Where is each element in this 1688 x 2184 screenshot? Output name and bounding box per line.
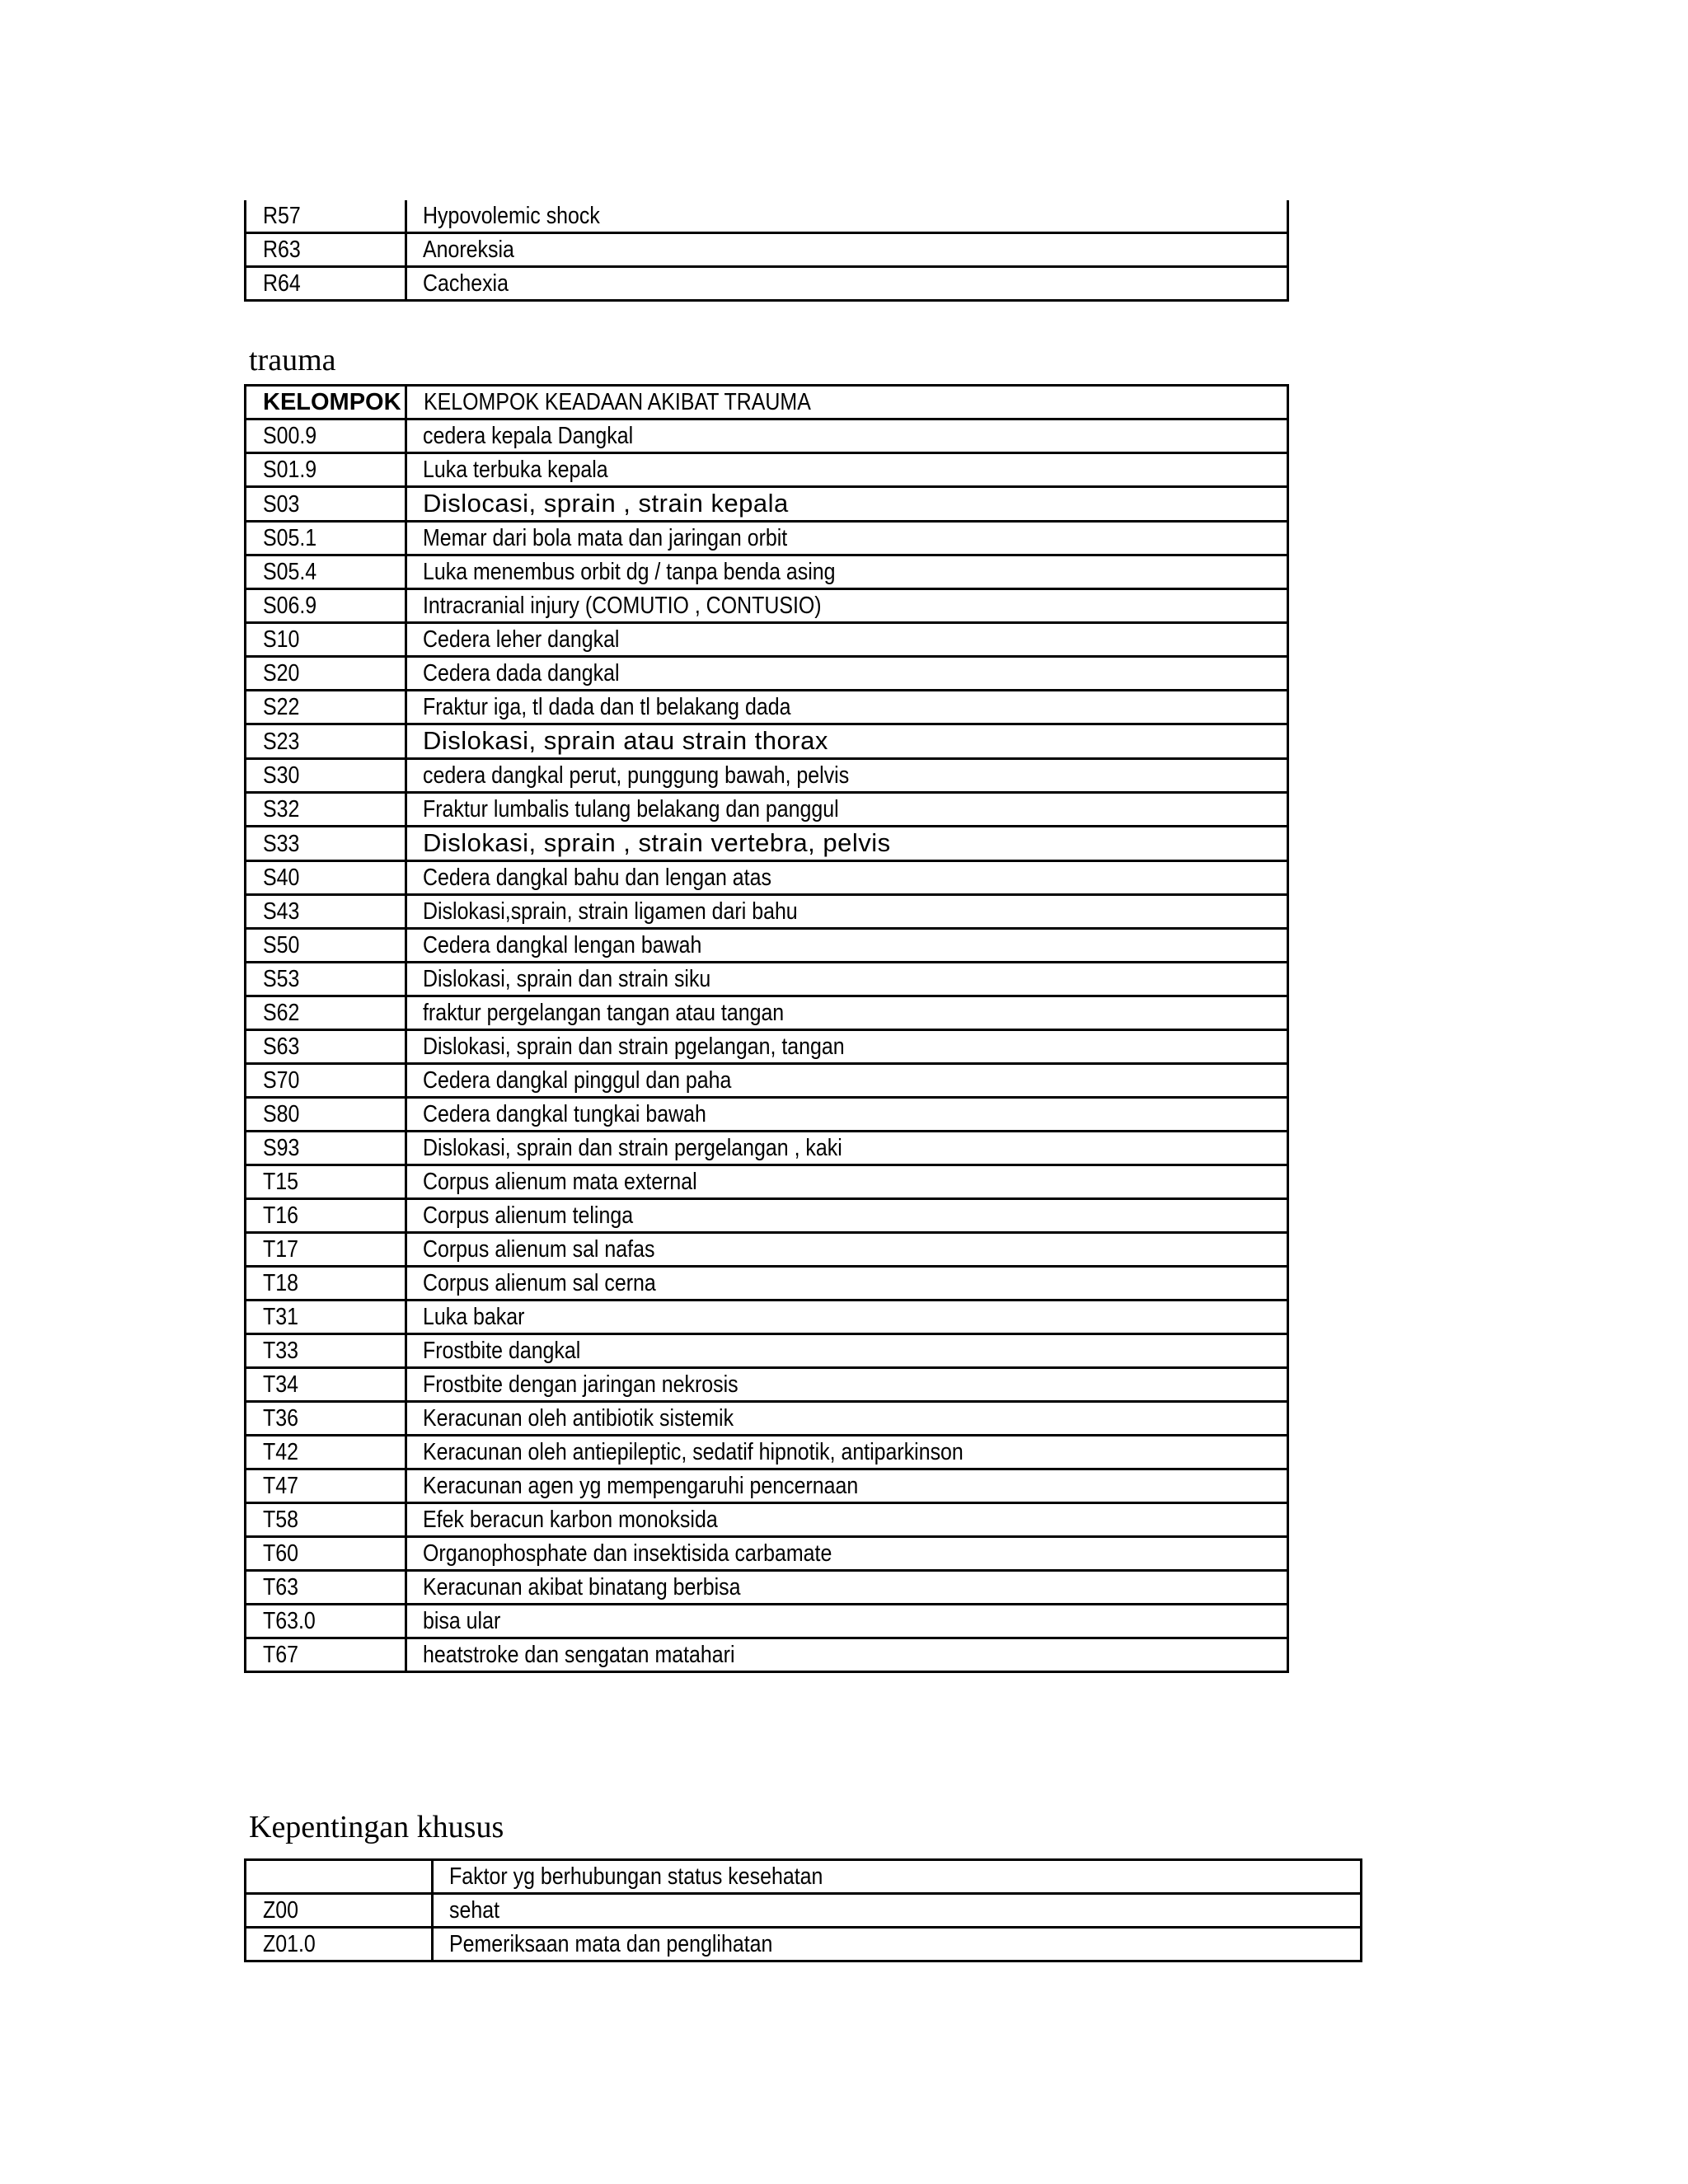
table-row — [246, 1368, 1288, 1402]
table-row — [246, 759, 1288, 793]
description-cell: Dislocasi, sprain , strain kepala — [406, 487, 1288, 522]
table-row — [246, 522, 1288, 555]
code-cell: Z01.0 — [246, 1928, 433, 1961]
code-cell: R63 — [246, 233, 406, 267]
table-row — [246, 1436, 1288, 1469]
code-cell: T63.0 — [246, 1605, 406, 1638]
table-row — [246, 929, 1288, 963]
description-cell: Efek beracun karbon monoksida — [406, 1503, 1288, 1537]
description-cell: Hypovolemic shock — [406, 200, 1288, 233]
code-cell: S63 — [246, 1030, 406, 1064]
code-cell: Z00 — [246, 1894, 433, 1928]
description-cell: Cedera dada dangkal — [406, 657, 1288, 691]
description-cell: cedera kepala Dangkal — [406, 419, 1288, 453]
code-cell: T36 — [246, 1402, 406, 1436]
description-cell: Memar dari bola mata dan jaringan orbit — [406, 522, 1288, 555]
table-row — [246, 691, 1288, 724]
table-row — [246, 1064, 1288, 1098]
code-cell: R64 — [246, 267, 406, 301]
table-row — [246, 963, 1288, 996]
table-row — [246, 996, 1288, 1030]
table-khusus — [244, 1858, 1362, 1962]
description-cell: Dislokasi,sprain, strain ligamen dari bahu — [406, 895, 1288, 929]
table-row — [246, 1571, 1288, 1605]
description-cell: Frostbite dengan jaringan nekrosis — [406, 1368, 1288, 1402]
table-row — [246, 827, 1288, 861]
description-cell: Cedera leher dangkal — [406, 623, 1288, 657]
code-cell: S93 — [246, 1132, 406, 1165]
code-cell: T31 — [246, 1301, 406, 1334]
table-row — [246, 623, 1288, 657]
code-cell: S22 — [246, 691, 406, 724]
table-row — [246, 1165, 1288, 1199]
code-cell: S05.1 — [246, 522, 406, 555]
code-cell: S43 — [246, 895, 406, 929]
description-cell: Keracunan akibat binatang berbisa — [406, 1571, 1288, 1605]
code-cell: S05.4 — [246, 555, 406, 589]
code-cell: S30 — [246, 759, 406, 793]
table-row — [246, 657, 1288, 691]
code-cell: T15 — [246, 1165, 406, 1199]
description-cell: Frostbite dangkal — [406, 1334, 1288, 1368]
description-cell: Intracranial injury (COMUTIO , CONTUSIO) — [406, 589, 1288, 623]
description-cell: Cachexia — [406, 267, 1288, 301]
table-row — [246, 1928, 1362, 1961]
code-cell: T16 — [246, 1199, 406, 1233]
code-cell: S20 — [246, 657, 406, 691]
description-cell: Cedera dangkal pinggul dan paha — [406, 1064, 1288, 1098]
header-code: KELOMPOK — [246, 386, 406, 419]
code-cell: T67 — [246, 1638, 406, 1672]
table-row — [246, 1402, 1288, 1436]
table-row — [246, 1199, 1288, 1233]
table-row — [246, 453, 1288, 487]
code-cell: T17 — [246, 1233, 406, 1267]
description-cell: Luka bakar — [406, 1301, 1288, 1334]
code-cell: S23 — [246, 724, 406, 759]
description-cell: Pemeriksaan mata dan penglihatan — [433, 1928, 1362, 1961]
description-cell: Corpus alienum sal cerna — [406, 1267, 1288, 1301]
description-cell: sehat — [433, 1894, 1362, 1928]
description-cell: Dislokasi, sprain atau strain thorax — [406, 724, 1288, 759]
description-cell: Fraktur iga, tl dada dan tl belakang dada — [406, 691, 1288, 724]
table-row — [246, 233, 1288, 267]
table-row — [246, 1894, 1362, 1928]
table-row — [246, 861, 1288, 895]
code-cell: T60 — [246, 1537, 406, 1571]
table-row — [246, 267, 1288, 301]
table-row — [246, 1132, 1288, 1165]
description-cell: Dislokasi, sprain dan strain pgelangan, tangan — [406, 1030, 1288, 1064]
table-row — [246, 1469, 1288, 1503]
table-row — [246, 487, 1288, 522]
table-row — [246, 1098, 1288, 1132]
table-row — [246, 1605, 1288, 1638]
code-cell: T34 — [246, 1368, 406, 1402]
description-cell: fraktur pergelangan tangan atau tangan — [406, 996, 1288, 1030]
description-cell: heatstroke dan sengatan matahari — [406, 1638, 1288, 1672]
table-header-row — [246, 386, 1288, 419]
description-cell: Faktor yg berhubungan status kesehatan — [433, 1860, 1362, 1894]
description-cell: Corpus alienum sal nafas — [406, 1233, 1288, 1267]
description-cell: Dislokasi, sprain , strain vertebra, pelvis — [406, 827, 1288, 861]
code-cell: T58 — [246, 1503, 406, 1537]
table-row — [246, 1638, 1288, 1672]
description-cell: bisa ular — [406, 1605, 1288, 1638]
table-row — [246, 895, 1288, 929]
description-cell: Cedera dangkal tungkai bawah — [406, 1098, 1288, 1132]
code-cell: S50 — [246, 929, 406, 963]
code-cell: R57 — [246, 200, 406, 233]
code-cell: S80 — [246, 1098, 406, 1132]
description-cell: Luka menembus orbit dg / tanpa benda asing — [406, 555, 1288, 589]
code-cell: S70 — [246, 1064, 406, 1098]
description-cell: Fraktur lumbalis tulang belakang dan panggul — [406, 793, 1288, 827]
code-cell: S53 — [246, 963, 406, 996]
code-cell: T33 — [246, 1334, 406, 1368]
table-row — [246, 724, 1288, 759]
code-cell: S33 — [246, 827, 406, 861]
table-top-codes — [244, 200, 1289, 302]
table-row — [246, 555, 1288, 589]
description-cell: Dislokasi, sprain dan strain siku — [406, 963, 1288, 996]
table-row — [246, 419, 1288, 453]
section-title-khusus: Kepentingan khusus — [249, 1810, 504, 1844]
code-cell: S62 — [246, 996, 406, 1030]
table-row — [246, 793, 1288, 827]
table-row — [246, 1334, 1288, 1368]
description-cell: Cedera dangkal bahu dan lengan atas — [406, 861, 1288, 895]
table-row — [246, 1233, 1288, 1267]
description-cell: Anoreksia — [406, 233, 1288, 267]
table-trauma — [244, 384, 1289, 1673]
code-cell: S01.9 — [246, 453, 406, 487]
code-cell: T42 — [246, 1436, 406, 1469]
description-cell: Keracunan oleh antiepileptic, sedatif hipnotik, antiparkinson — [406, 1436, 1288, 1469]
description-cell: Dislokasi, sprain dan strain pergelangan , kaki — [406, 1132, 1288, 1165]
description-cell: Keracunan agen yg mempengaruhi pencernaan — [406, 1469, 1288, 1503]
table-row — [246, 1267, 1288, 1301]
description-cell: Cedera dangkal lengan bawah — [406, 929, 1288, 963]
code-cell: S06.9 — [246, 589, 406, 623]
code-cell: T18 — [246, 1267, 406, 1301]
table-row — [246, 1301, 1288, 1334]
description-cell: Luka terbuka kepala — [406, 453, 1288, 487]
description-cell: Corpus alienum telinga — [406, 1199, 1288, 1233]
code-cell: S32 — [246, 793, 406, 827]
section-title-trauma: trauma — [249, 343, 336, 377]
code-cell: T63 — [246, 1571, 406, 1605]
code-cell: S10 — [246, 623, 406, 657]
table-row — [246, 1860, 1362, 1894]
description-cell: cedera dangkal perut, punggung bawah, pelvis — [406, 759, 1288, 793]
code-cell: S40 — [246, 861, 406, 895]
code-cell: T47 — [246, 1469, 406, 1503]
header-desc: KELOMPOK KEADAAN AKIBAT TRAUMA — [406, 386, 1288, 419]
code-cell: S00.9 — [246, 419, 406, 453]
description-cell: Keracunan oleh antibiotik sistemik — [406, 1402, 1288, 1436]
table-row — [246, 1030, 1288, 1064]
table-row — [246, 1503, 1288, 1537]
table-row — [246, 1537, 1288, 1571]
table-row — [246, 200, 1288, 233]
description-cell: Organophosphate dan insektisida carbamate — [406, 1537, 1288, 1571]
code-cell — [246, 1860, 433, 1894]
description-cell: Corpus alienum mata external — [406, 1165, 1288, 1199]
code-cell: S03 — [246, 487, 406, 522]
table-row — [246, 589, 1288, 623]
